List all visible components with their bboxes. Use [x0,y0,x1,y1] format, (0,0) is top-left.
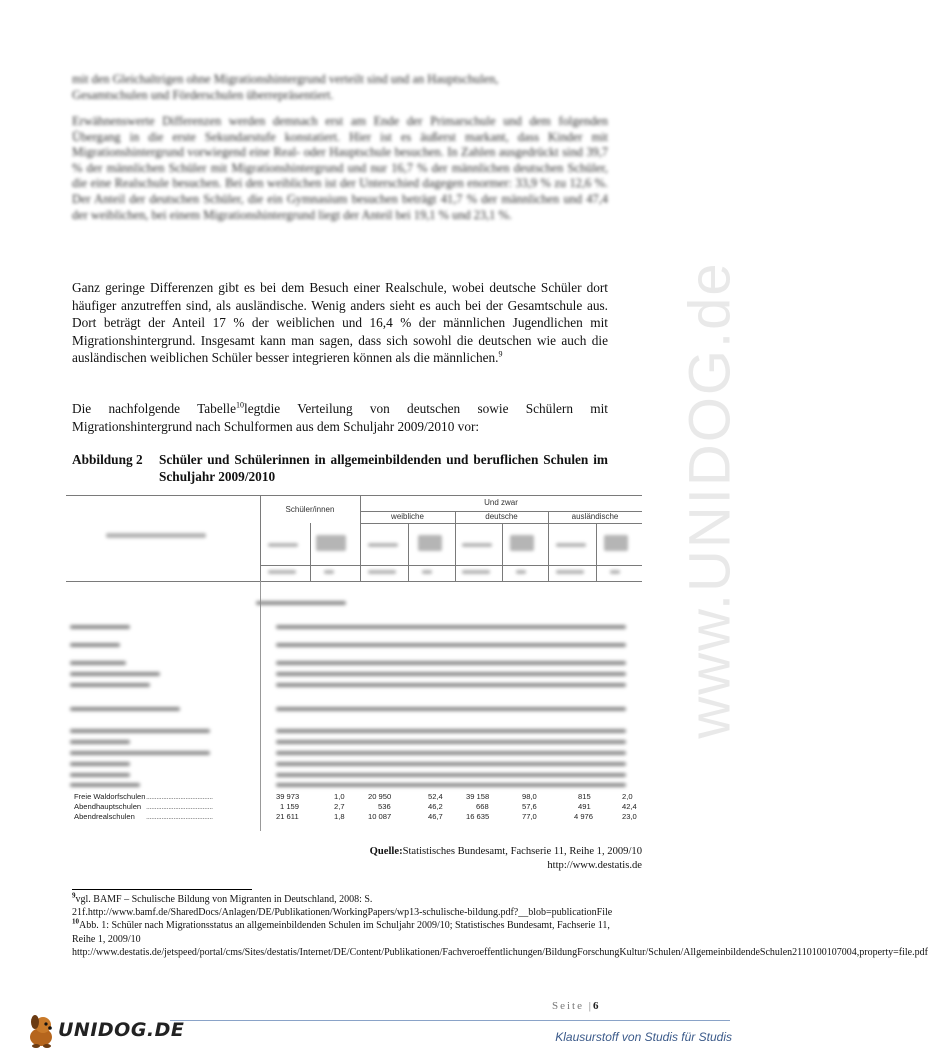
header-deutsche: deutsche [485,512,518,521]
paragraph-tabelle [72,400,608,435]
table-row: Abendrealschulen ....................................... 21 611 1,8 10 087 46,7 16 635 77,0 4 976 23,0 [74,812,637,821]
intro-line-2: Gesamtschulen und Förderschulen überrepräsentiert. [72,87,334,102]
page-label: Seite [552,1000,584,1012]
intro-paragraph-2: Erwähnenswerte Differenzen werden demnach erst am Ende der Primarschule und dem folgenden Übergang in die erste Sekundarstufe konstatiert. Hier ist es äußerst markant, dass Kinder mit Migrationshintergrund vorwiegend eine Real- oder Hauptschule besuchen. In Zahlen ausgedrückt sind 39,7 % der männlichen Schüler mit Migrationshintergrund und nur 16,7 % der männlichen deutschen Schüler, die eine Realschule besuchen. Bei den weiblichen ist der Unterschied dagegen enormer: 33,9 % zu 12,6 %. Der Anteil der deutschen Schüler, die ein Gymnasium besuchen beträgt 41,7 % der männlichen und 47,4 der weiblichen, bei einem Migrationshintergrund liegt der Anteil bei 19,1 % und 23,1 %. [72,114,608,222]
footnote-ref-10: 10 [236,400,245,410]
header-auslaendische: ausländische [571,512,619,521]
page-number-value: 6 [592,1000,599,1012]
intro-line-1: mit den Gleichaltrigen ohne Migrationshintergrund verteilt sind und an Hauptschulen, [72,72,499,86]
paragraph-tabelle-after: legtdie Verteilung von deutschen sowie Schülern mit Migrationshintergrund nach Schulformen aus dem Schuljahr 2009/2010 vor: [72,401,608,434]
footnote-divider [72,889,252,890]
footer-divider [170,1020,730,1021]
figure-heading [72,451,608,485]
footnote-10: $^{10}$Abb. 1: Schüler nach Migrationsstatus an allgemeinbildenden Schulen im Schuljahr 2009/10; Statistisches Bundesamt, Fachserie 11, Reihe 1, 2009/10 http://www.destatis.de/jetspeed/portal/cms/Sites/destatis/Internet/DE/Content/Publikationen/Fachveroeffentlichungen/BildungForschungKultur/Schulen/AllgemeinbildendeSchulen2110100107004,property=file.pdf [72,918,928,958]
footer-tagline: Klausurstoff von Studis für Studis [555,1030,732,1044]
statistics-table [66,495,642,835]
header-und-zwar: Und zwar [484,498,518,507]
source-url: http://www.destatis.de [547,860,642,871]
paragraph-tabelle-before: Die nachfolgende Tabelle [72,401,237,416]
watermark-text: www.UNIDOG.de [677,261,743,739]
watermark [655,261,765,739]
unidog-logo [24,1013,194,1049]
header-schueler: Schüler/innen [285,505,335,514]
table-row: Freie Waldorfschulen ....................................... 39 973 1,0 20 950 52,4 39 158 98,0 815 2,0 [74,792,633,801]
footnotes [72,891,928,959]
table-source [370,845,642,873]
figure-number: Abbildung 2 [72,452,143,467]
paragraph-realschule [72,279,608,367]
table-row: Abendhauptschulen ....................................... 1 159 2,7 536 46,2 668 57,6 491 42,4 [74,802,637,811]
footnote-ref-9: 9 [498,349,503,359]
source-label: Quelle: [369,846,403,857]
figure-title: Schüler und Schülerinnen in allgemeinbildenden und beruflichen Schulen im Schuljahr 2009/2010 [159,452,608,484]
header-weibliche: weibliche [391,512,424,521]
logo-text: UNIDOG.DE [58,1019,185,1041]
page-number: Seite |6 [552,1000,599,1012]
table-header [66,495,642,581]
paragraph-realschule-text: Ganz geringe Differenzen gibt es bei dem Besuch einer Realschule, wobei deutsche Schüler dort häufiger anzutreffen sind, als ausländische. Wenig anders sieht es auch bei der Gesamtschule aus. Dort beträgt der Anteil 17 % der weiblichen und 16,4 % der männlichen Jugendlichen mit Migrationshintergrund. Insgesamt kann man sagen, dass sich sowohl die deutschen wie auch die ausländischen weiblichen Schüler besser integrieren können als die männlichen. [72,280,608,366]
intro-paragraph-1 [72,72,608,103]
dog-icon [24,1013,58,1049]
footnote-9: $^9$vgl. BAMF – Schulische Bildung von Migranten in Deutschland, 2008: S. 21f.http://www.bamf.de/SharedDocs/Anlagen/DE/Publikationen/WorkingPapers/wp13-schulische-bildung.pdf?__blob=publicationFile [72,891,613,919]
source-text: Statistisches Bundesamt, Fachserie 11, Reihe 1, 2009/10 [402,846,642,857]
